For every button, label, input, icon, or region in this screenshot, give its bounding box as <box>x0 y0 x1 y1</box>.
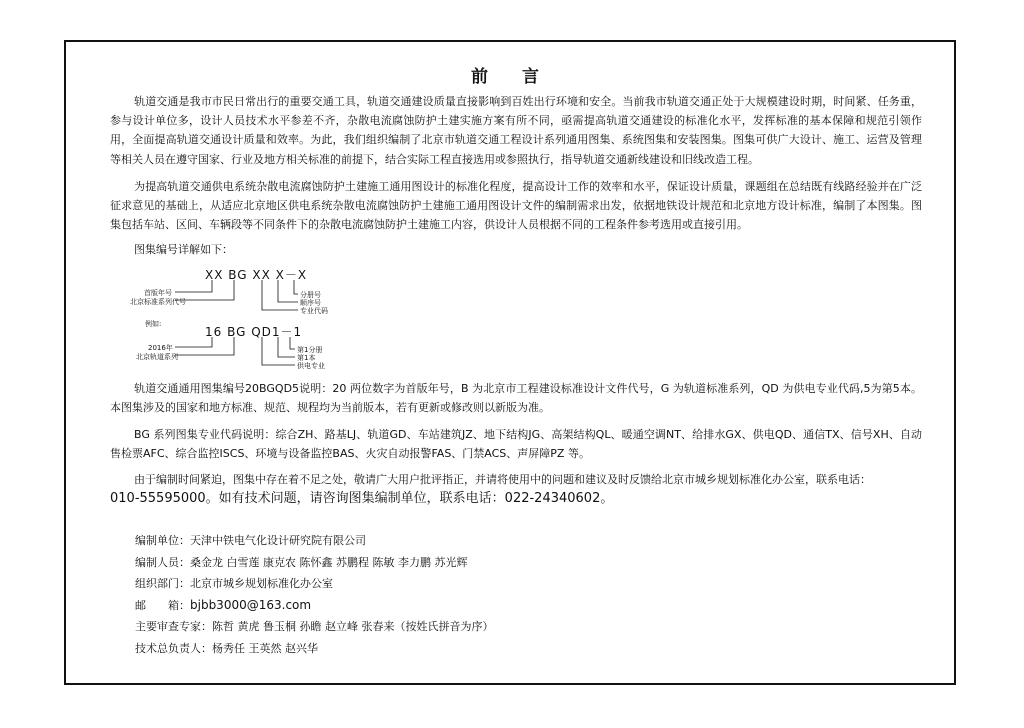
discipline-codes <box>110 425 922 463</box>
code-example-diagram <box>130 321 350 381</box>
code-format: XX BG XX X－X <box>205 268 308 282</box>
credit-staff: 编制人员：桑金龙 白雪莲 康克农 陈怀鑫 苏鹏程 陈敏 李力鹏 苏光辉 <box>135 555 468 569</box>
credits-block <box>135 530 493 659</box>
numbering-intro-text: 图集编号详解如下： <box>134 243 233 256</box>
feedback-paragraph <box>110 470 922 508</box>
intro-text: 轨道交通是我市市民日常出行的重要交通工具，轨道交通建设质量直接影响到百姓出行环境和安全。当前我市轨道交通正处于大规模建设时期，时间紧、任务重，参与设计单位多，设计人员技术水平参差不齐，杂散电流腐蚀防护土建实施方案有所不同，亟需提高轨道交通建设的标准化水平，发挥标准的基本保障和规范引领作用，全面提高轨道交通设计质量和效率。为此，我们组织编制了北京市轨道交通工程设计系列通用图集、系统图集和安装图集。图集可供广大设计、施工、运营及管理等相关人员在遵守国家、行业及地方相关标准的前提下，结合实际工程直接选用或参照执行，指导轨道交通新线建设和旧线改造工程。 <box>110 95 922 166</box>
credit-org: 组织部门：北京市城乡规划标准化办公室 <box>135 577 333 590</box>
email-address: bjbb3000@163.com <box>190 597 312 612</box>
numbering-intro <box>110 240 922 259</box>
contact-phones: 010-55595000。如有技术问题，请咨询图集编制单位，联系电话：022-24340602。 <box>110 491 614 507</box>
label-series-code: 北京标准系列代号 <box>130 298 186 306</box>
label-volume-no: 分册号 <box>300 291 321 299</box>
label-year-2016: 2016年 <box>148 344 173 352</box>
numbering-explanation <box>110 379 922 417</box>
code-example: 16 BG QD1－1 <box>205 325 303 339</box>
label-book-1: 第1本 <box>297 354 316 362</box>
label-first-year: 首版年号 <box>144 289 172 297</box>
numbering-explanation-text: 轨道交通通用图集编号20BGQD5说明：20 两位数字为首版年号，B 为北京市工程建设标准设计文件代号，G 为轨道标准系列，QD 为供电专业代码,5为第5本。本图集涉及的国家和地方标准、规范、规程均为当前版本，若有更新或修改则以新版为准。 <box>110 382 922 415</box>
feedback-text: 由于编制时间紧迫，图集中存在着不足之处，敬请广大用户批评指正，并请将使用中的问题和建议及时反馈给北京市城乡规划标准化办公室，联系电话： <box>134 473 871 486</box>
example-label: 例如: <box>145 320 162 328</box>
label-sequence-no: 顺序号 <box>300 299 321 307</box>
intro-paragraph <box>110 92 922 169</box>
credit-chief: 技术总负责人：杨秀任 王英然 赵兴华 <box>135 641 318 655</box>
credit-unit: 编制单位：天津中铁电气化设计研究院有限公司 <box>135 534 366 547</box>
label-power-supply: 供电专业 <box>297 362 325 370</box>
email-label: 邮 箱： <box>135 598 190 612</box>
label-beijing-series: 北京轨道系列 <box>136 353 178 361</box>
code-format-diagram <box>130 266 350 326</box>
page-title: 前 言 <box>471 67 553 87</box>
credit-reviewers: 主要审查专家：陈哲 黄虎 鲁玉桐 孙瞻 赵立峰 张春来（按姓氏拼音为序） <box>135 620 494 633</box>
discipline-codes-text: BG 系列图集专业代码说明：综合ZH、路基LJ、轨道GD、车站建筑JZ、地下结构JG、高架结构QL、暖通空调NT、给排水GX、供电QD、通信TX、信号XH、自动售检票AFC、综合监控ISCS、环境与设备监控BAS、火灾自动报警FAS、门禁ACS、声屏障PZ 等。 <box>110 428 922 461</box>
credit-email-row <box>135 595 493 617</box>
label-volume-1: 第1分册 <box>297 346 323 354</box>
purpose-text: 为提高轨道交通供电系统杂散电流腐蚀防护土建施工通用图设计的标准化程度，提高设计工作的效率和水平，保证设计质量，课题组在总结既有线路经验并在广泛征求意见的基础上，从适应北京地区供电系统杂散电流腐蚀防护土建施工通用图设计文件的编制需求出发，依据地铁设计规范和北京地方设计标准，编制了本图集。图集包括车站、区间、车辆段等不同条件下的杂散电流腐蚀防护土建施工内容，供设计人员根据不同的工程条件参考选用或直接引用。 <box>110 180 922 232</box>
label-discipline-code: 专业代码 <box>300 307 328 315</box>
purpose-paragraph <box>110 177 922 235</box>
